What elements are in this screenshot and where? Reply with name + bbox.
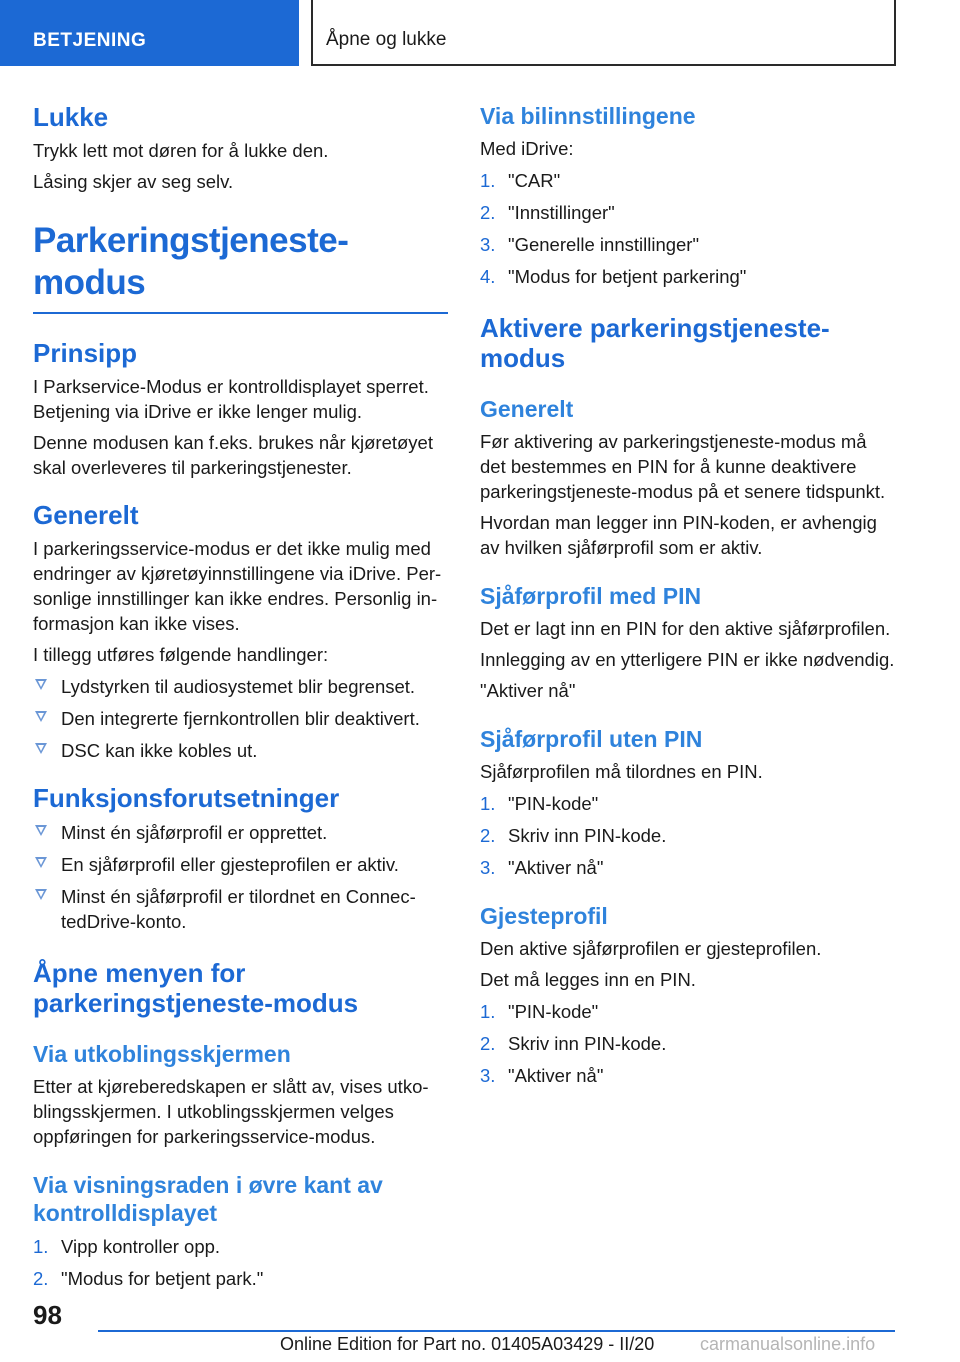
step-text: "PIN-kode" — [508, 793, 599, 814]
step-text: "Modus for betjent park." — [61, 1268, 264, 1289]
list-item — [33, 706, 448, 731]
page-number: 98 — [33, 1300, 62, 1330]
heading-gjesteprofil: Gjesteprofil — [480, 903, 608, 929]
list-item — [480, 232, 895, 257]
heading-lukke: Lukke — [33, 102, 109, 132]
via-visning-steps — [33, 1234, 448, 1291]
footer-edition-text: Online Edition for Part no. 01405A03429 - II/20 — [280, 1334, 655, 1354]
step-text: Vipp kontroller opp. — [61, 1236, 221, 1257]
gjest-text-1: Den aktive sjåførprofilen er gjesteprofilen. — [480, 938, 822, 959]
funksjon-bullet-list — [33, 820, 448, 934]
step-text: "Aktiver nå" — [508, 857, 604, 878]
step-text: "Aktiver nå" — [508, 1065, 604, 1086]
footer-rule — [98, 1330, 895, 1332]
step-number: 1. — [480, 793, 496, 814]
list-item — [480, 200, 895, 225]
via-bil-text: Med iDrive: — [480, 138, 574, 159]
lukke-text-2: Låsing skjer av seg selv. — [33, 171, 234, 192]
heading-open-menu: Åpne menyen for parkeringstjeneste-modus — [33, 958, 359, 1018]
list-item — [33, 884, 448, 934]
generelt-right-text-2: Hvordan man legger inn PIN-koden, er avhengig av hvilken sjåførprofil som er aktiv. — [480, 512, 877, 558]
step-number: 1. — [480, 170, 496, 191]
list-item — [480, 264, 895, 289]
step-number: 2. — [480, 825, 496, 846]
generelt-text-1: I parkeringsservice-modus er det ikke mulig med endringer av kjøretøyinnstillingene via iDrive. Personlige innstillinger kan ikke endres. Personlig informasjon kan ikke vises. — [33, 538, 442, 634]
header-section-tab — [0, 0, 299, 66]
step-text: Skriv inn PIN-kode. — [508, 1033, 667, 1054]
uten-pin-steps — [480, 791, 895, 880]
med-pin-text-3: "Aktiver nå" — [480, 680, 576, 701]
header-chapter-label: Åpne og lukke — [326, 29, 447, 50]
heading-aktivere: Aktivere parkeringstjeneste-modus — [480, 313, 830, 373]
list-item — [480, 823, 895, 848]
step-number: 3. — [480, 857, 496, 878]
step-number: 2. — [480, 202, 496, 223]
list-item — [33, 1266, 448, 1291]
step-text: "CAR" — [508, 170, 561, 191]
list-item — [480, 1031, 895, 1056]
heading-generelt-right: Generelt — [480, 396, 574, 422]
step-number: 3. — [480, 234, 496, 255]
header-section-label: BETJENING — [33, 30, 147, 51]
step-number: 2. — [480, 1033, 496, 1054]
step-number: 1. — [480, 1001, 496, 1022]
gjest-text-2: Det må legges inn en PIN. — [480, 969, 696, 990]
list-item-text: Minst én sjåførprofil er tilordnet en ConnectedDrive-konto. — [61, 886, 416, 932]
right-column — [480, 102, 895, 1088]
heading-via-utkobling: Via utkoblingsskjermen — [33, 1041, 291, 1067]
list-item-text: Den integrerte fjernkontrollen blir deaktivert. — [61, 708, 420, 729]
step-text: "Modus for betjent parkering" — [508, 266, 747, 287]
uten-pin-text: Sjåførprofilen må tilordnes en PIN. — [480, 761, 763, 782]
list-item — [480, 999, 895, 1024]
heading-prinsipp: Prinsipp — [33, 338, 138, 368]
via-utkobling-text: Etter at kjøreberedskapen er slått av, vises utkoblingsskjermen. I utkoblingsskjermen velges oppføringen for parkeringsservice-modus. — [33, 1076, 429, 1147]
lukke-text-1: Trykk lett mot døren for å lukke den. — [33, 140, 329, 161]
list-item — [480, 791, 895, 816]
gjest-steps — [480, 999, 895, 1088]
step-text: "Generelle innstillinger" — [508, 234, 700, 255]
prinsipp-text-1: I Parkservice-Modus er kontrolldisplayet sperret. Betjening via iDrive er ikke lenger mulig. — [33, 376, 429, 422]
triangle-bullet-icon — [35, 857, 47, 868]
footer-watermark: carmanualsonline.info — [700, 1334, 876, 1354]
triangle-bullet-icon — [35, 679, 47, 690]
step-number: 2. — [33, 1268, 49, 1289]
list-item — [480, 855, 895, 880]
heading-med-pin: Sjåførprofil med PIN — [480, 583, 702, 609]
step-text: Skriv inn PIN-kode. — [508, 825, 667, 846]
list-item-text: En sjåførprofil eller gjesteprofilen er aktiv. — [61, 854, 399, 875]
list-item-text: DSC kan ikke kobles ut. — [61, 740, 258, 761]
list-item-text: Minst én sjåførprofil er opprettet. — [61, 822, 328, 843]
triangle-bullet-icon — [35, 743, 47, 754]
step-number: 3. — [480, 1065, 496, 1086]
generelt-right-text-1: Før aktivering av parkeringstjeneste-modus må det bestemmes en PIN for å kunne deaktivere parkeringstjeneste-modus på et senere tidspunkt. — [480, 431, 886, 502]
left-column — [33, 102, 448, 1291]
med-pin-text-2: Innlegging av en ytterligere PIN er ikke nødvendig. — [480, 649, 895, 670]
prinsipp-text-2: Denne modusen kan f.eks. brukes når kjøretøyet skal overleveres til parkeringstjenester. — [33, 432, 433, 478]
med-pin-text-1: Det er lagt inn en PIN for den aktive sjåførprofilen. — [480, 618, 891, 639]
chapter-title: Parkeringstjeneste-modus — [33, 220, 448, 314]
header-chapter-box — [311, 0, 896, 66]
via-bil-steps — [480, 168, 895, 289]
heading-via-bilinnstillingene: Via bilinnstillingene — [480, 103, 696, 129]
step-text: "Innstillinger" — [508, 202, 615, 223]
heading-funksjonsforutsetninger: Funksjonsforutsetninger — [33, 783, 340, 813]
generelt-text-2: I tillegg utføres følgende handlinger: — [33, 644, 329, 665]
heading-uten-pin: Sjåførprofil uten PIN — [480, 726, 703, 752]
triangle-bullet-icon — [35, 825, 47, 836]
step-number: 4. — [480, 266, 496, 287]
list-item — [33, 674, 448, 699]
list-item — [480, 1063, 895, 1088]
heading-via-visningsraden: Via visningsraden i øvre kant av kontrolldisplayet — [33, 1172, 383, 1226]
generelt-bullet-list — [33, 674, 448, 763]
triangle-bullet-icon — [35, 711, 47, 722]
list-item — [33, 852, 448, 877]
heading-generelt: Generelt — [33, 500, 139, 530]
step-number: 1. — [33, 1236, 49, 1257]
list-item — [33, 738, 448, 763]
list-item — [480, 168, 895, 193]
triangle-bullet-icon — [35, 889, 47, 900]
list-item — [33, 820, 448, 845]
list-item-text: Lydstyrken til audiosystemet blir begrenset. — [61, 676, 416, 697]
step-text: "PIN-kode" — [508, 1001, 599, 1022]
list-item — [33, 1234, 448, 1259]
